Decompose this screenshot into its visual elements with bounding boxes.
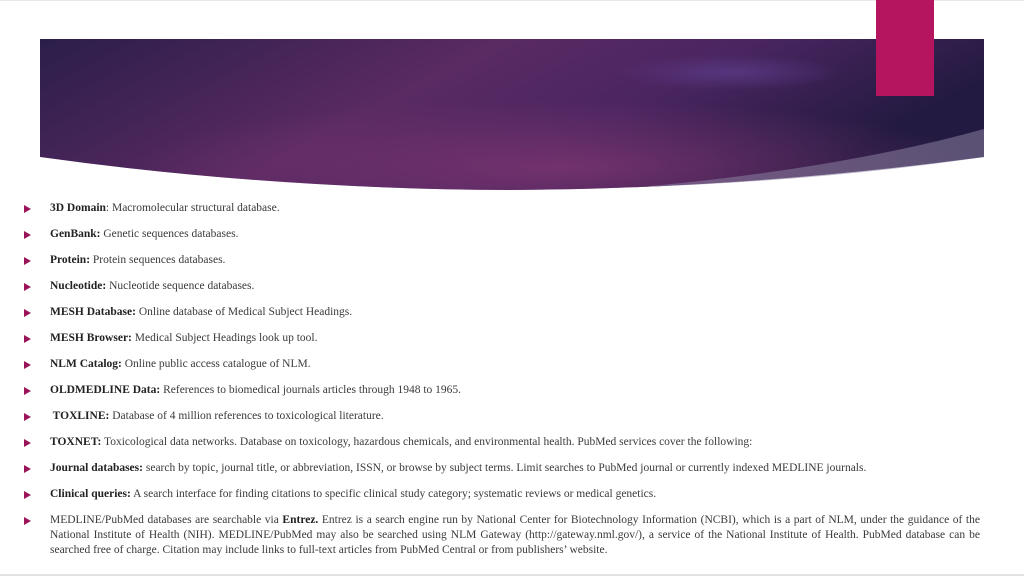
triangle-right-icon [24,439,31,447]
item-term: GenBank: [50,228,101,240]
item-desc: Toxicological data networks. Database on toxicology, hazardous chemicals, and environmental health. PubMed services cover the following: [101,436,753,448]
item-term: 3D Domain [50,202,106,214]
triangle-right-icon [24,283,31,291]
triangle-right-icon [24,517,31,525]
item-desc: Medical Subject Headings look up tool. [131,332,318,344]
item-desc: Entrez is a search engine run by National Center for Biotechnology Information (NCBI), which is a part of NLM, under the guidance of the National Institute of Health (NIH). MEDLINE/PubMed may also be searched using NLM Gateway (http://gateway.nml.gov/), a service of the National Institute of Health. PubMed database can be searched free of charge. Citation may include links to full-text articles from PubMed Central or from publishers’ website. [50,514,980,556]
item-desc: : Macromolecular structural database. [105,202,280,214]
item-term: Entrez. [282,514,319,526]
item-term: MESH Browser: [50,332,132,344]
item-desc: A search interface for finding citations to specific clinical study category; systematic reviews or medical genetics. [130,488,657,500]
item-term: TOXLINE: [50,410,110,422]
triangle-right-icon [24,387,31,395]
top-rule [0,0,1024,1]
item-desc: References to biomedical journals articles through 1948 to 1965. [160,384,462,396]
banner-graphic [40,39,984,191]
item-term: NLM Catalog: [50,358,122,370]
triangle-right-icon [24,257,31,265]
item-term: Journal databases: [50,462,143,474]
item-desc: search by topic, journal title, or abbreviation, ISSN, or browse by subject terms. Limit searches to PubMed journal or currently indexed MEDLINE journals. [142,462,867,474]
item-desc: Online database of Medical Subject Headings. [135,306,353,318]
triangle-right-icon [24,413,31,421]
item-term: MESH Database: [50,306,136,318]
item-term: TOXNET: [50,436,102,448]
triangle-right-icon [24,205,31,213]
triangle-right-icon [24,231,31,239]
item-term: Protein: [50,254,91,266]
item-term: Clinical queries: [50,488,131,500]
header-banner [40,39,984,191]
triangle-right-icon [24,361,31,369]
item-term: Nucleotide: [50,280,107,292]
item-desc: Genetic sequences databases. [100,228,239,240]
item-desc: Online public access catalogue of NLM. [121,358,311,370]
triangle-right-icon [24,491,31,499]
item-desc: Protein sequences databases. [90,254,226,266]
accent-tab [876,0,934,96]
triangle-right-icon [24,465,31,473]
triangle-right-icon [24,309,31,317]
item-term: OLDMEDLINE Data: [50,384,161,396]
triangle-right-icon [24,335,31,343]
item-desc: Database of 4 million references to toxicological literature. [109,410,384,422]
item-desc: Nucleotide sequence databases. [106,280,255,292]
item-prefix: MEDLINE/PubMed databases are searchable via [50,514,283,526]
